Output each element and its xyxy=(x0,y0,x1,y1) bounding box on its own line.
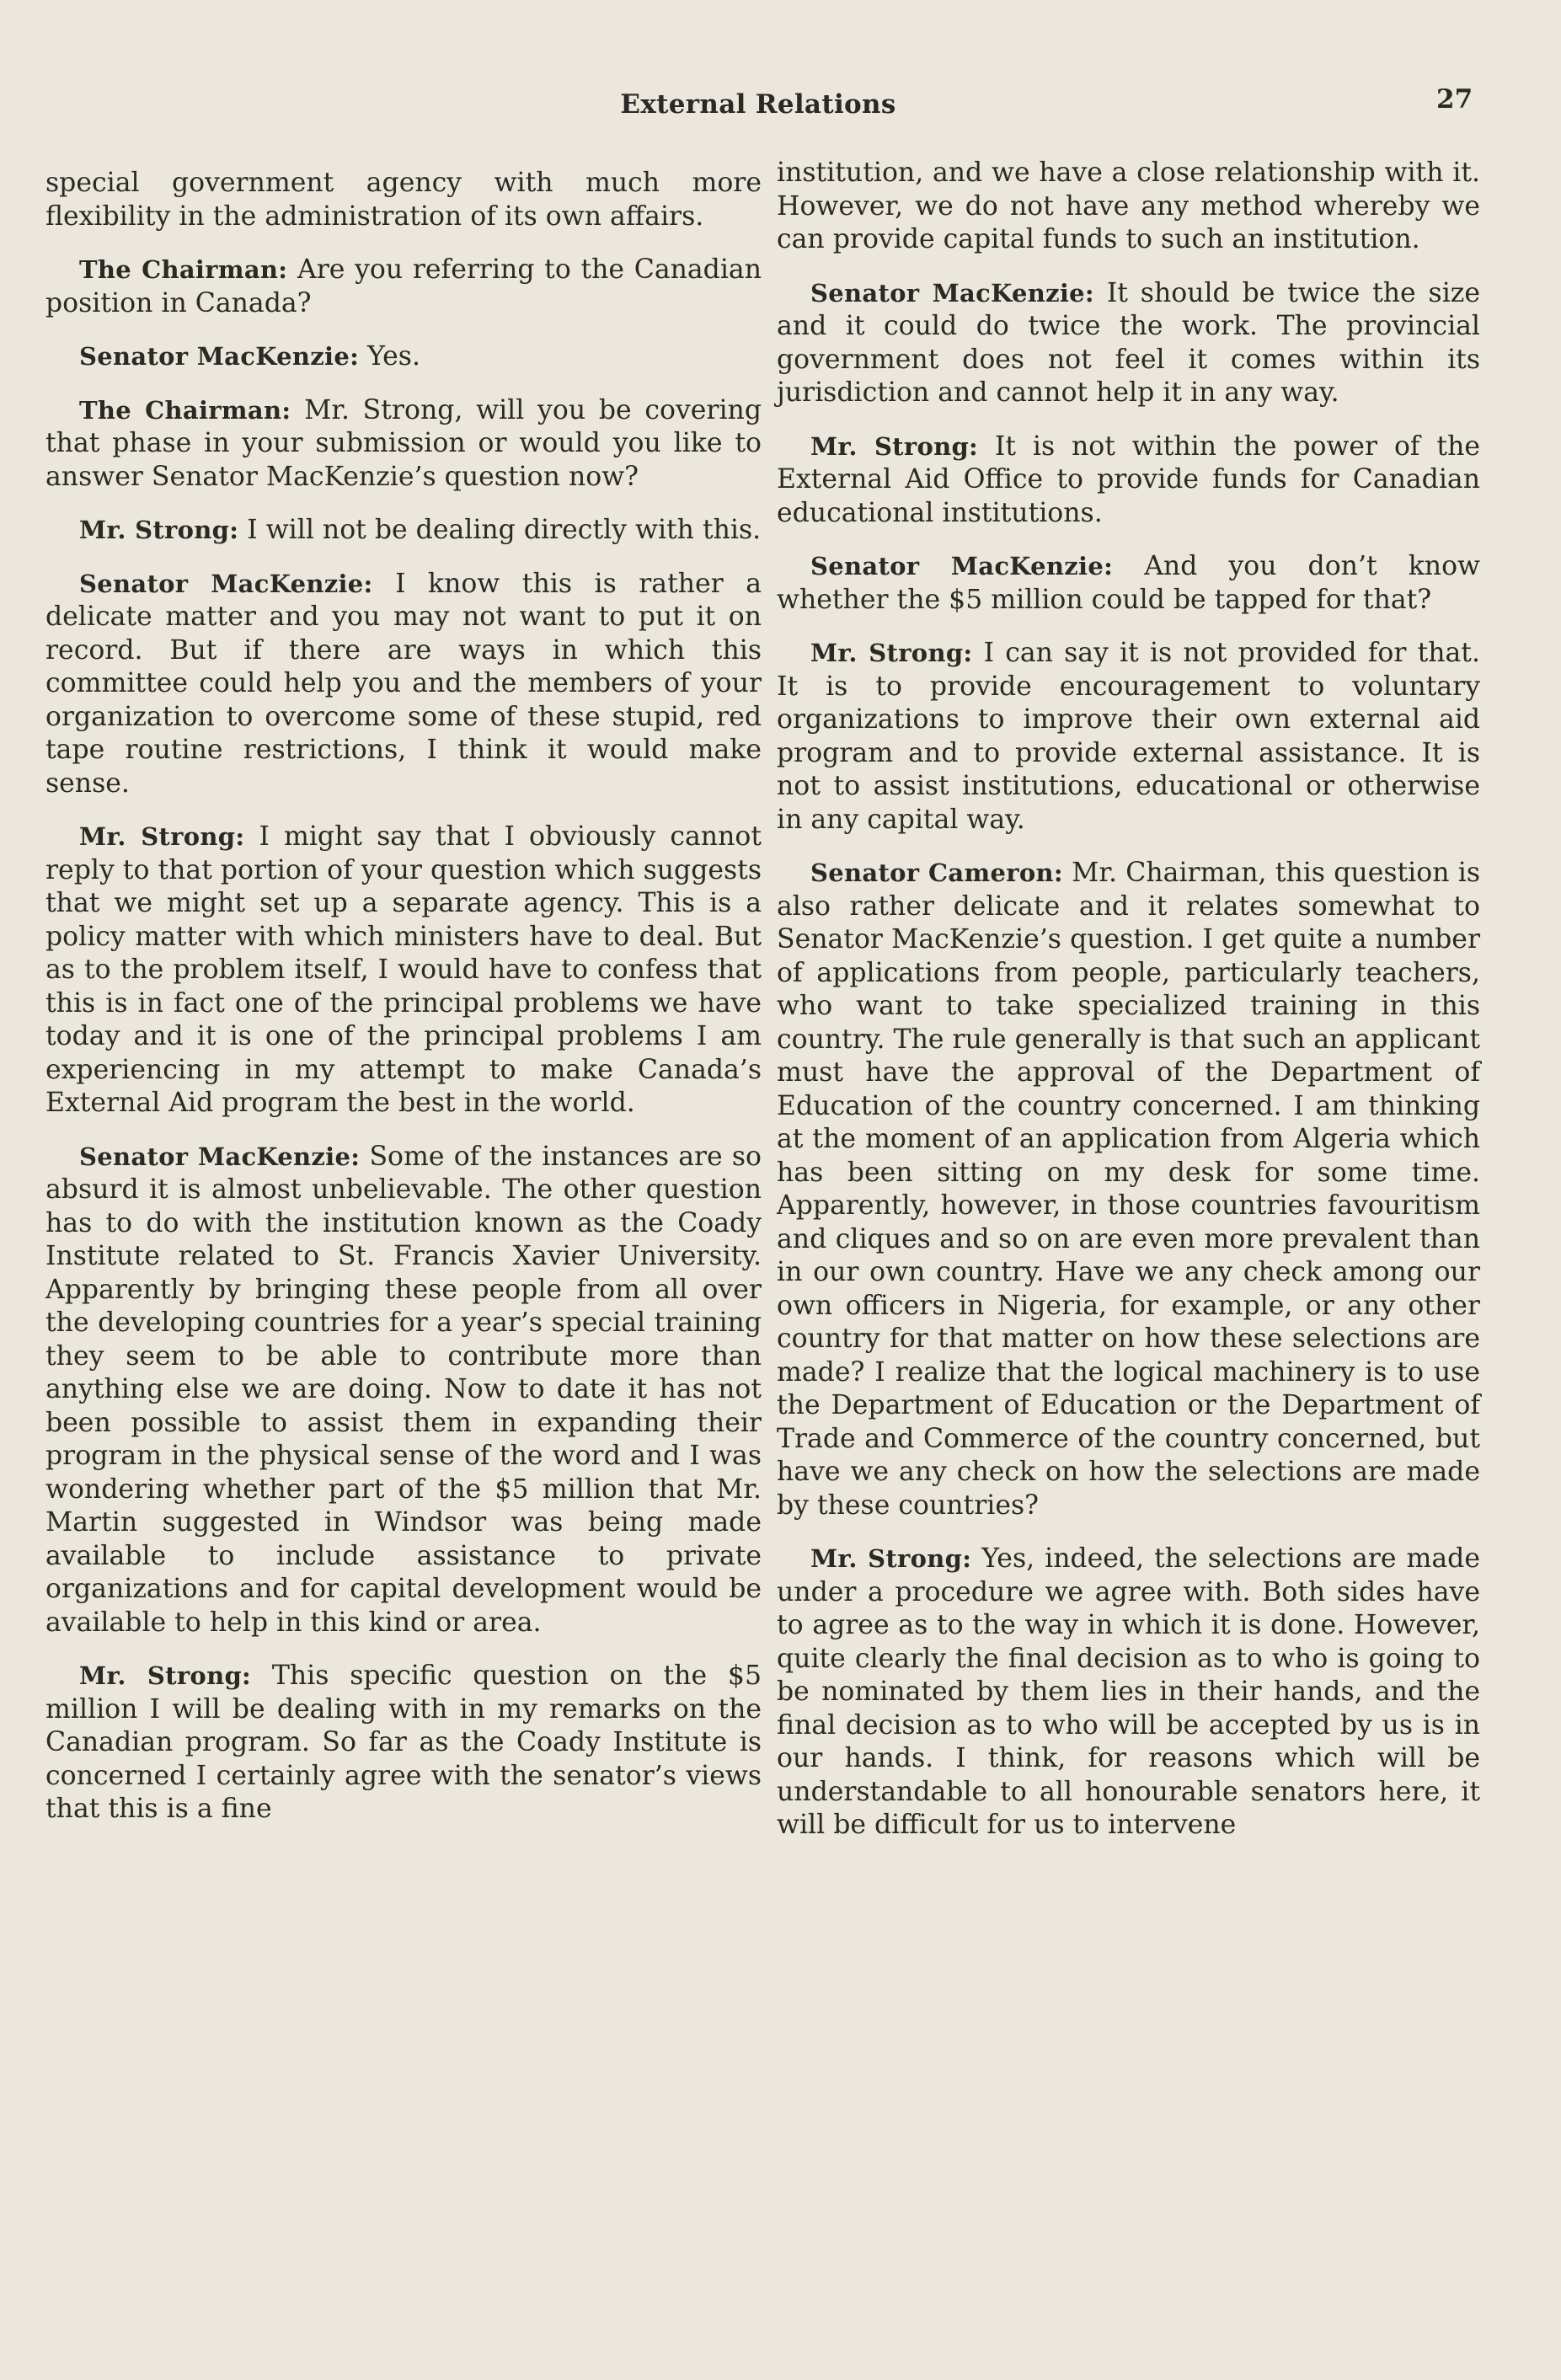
speaker-name: Senator MacKenzie: xyxy=(79,569,373,598)
paragraph xyxy=(45,394,762,495)
paragraph xyxy=(45,254,762,320)
speaker-name: Senator MacKenzie: xyxy=(810,552,1114,580)
paragraph-text: Mr. Strong, will you be covering that phase in your submission or would you like to answer Senator MacKenzie’s question now? xyxy=(45,394,762,492)
speaker-name: Mr. Strong: xyxy=(79,1661,252,1690)
paragraph-text: Yes, indeed, the selections are made under a procedure we agree with. Both sides have to agree as to the way in which it is done. However, quite clearly the final decision as to who is going to be nominated by them lies in their hands, and the final decision as to who will be accepted by us is in our hands. I think, for reasons which will be understandable to all honourable senators here, it will be difficult for us to intervene xyxy=(777,1543,1480,1840)
page-number: 27 xyxy=(1436,84,1473,115)
paragraph-text: I can say it is not provided for that. It is to provide encouragement to voluntary organizations to improve their own external aid program and to provide external assistance. It is not to assist institutions, educational or otherwise in any capital way. xyxy=(777,638,1480,835)
paragraph-text: Some of the instances are so absurd it is almost unbelievable. The other question has to do with the institution known as the Coady Institute related to St. Francis Xavier University. Apparently by bringing these people from all over the developing countries for a year’s special training they seem to be able to contribute more than anything else we are doing. Now to date it has not been possible to assist them in expanding their program in the physical sense of the word and I was wondering whether part of the $5 million that Mr. Martin suggested in Windsor was being made available to include assistance to private organizations and for capital development would be available to help in this kind or area. xyxy=(45,1141,762,1638)
paragraph xyxy=(777,157,1480,257)
paragraph xyxy=(45,568,762,801)
paragraph-text: Mr. Chairman, this question is also rather delicate and it relates somewhat to Senator MacKenzie’s question. I get quite a number of applications from people, particularly teachers, who want to take specialized training in this country. The rule generally is that such an applicant must have the approval of the Department of Education of the country concerned. I am thinking at the moment of an application from Algeria which has been sitting on my desk for some time. Apparently, however, in those countries favouritism and cliques and so on are even more prevalent than in our own country. Have we any check among our own officers in Nigeria, for example, or any other country for that matter on how these selections are made? I realize that the logical machinery is to use the Department of Education or the Department of Trade and Commerce of the country concerned, but have we any check on how the selections are made by these countries? xyxy=(777,858,1480,1521)
paragraph-text: This specific question on the $5 million I will be dealing with in my remarks on the Canadian program. So far as the Coady Institute is concerned I certainly agree with the senator’s views that this is a fine xyxy=(45,1661,762,1824)
paragraph-text: I know this is rather a delicate matter and you may not want to put it on record. But if there are ways in which this committee could help you and the members of your organization to overcome some of these stupid, red tape routine restrictions, I think it would make sense. xyxy=(45,568,762,799)
paragraph xyxy=(777,1543,1480,1842)
speaker-name: Senator Cameron: xyxy=(810,858,1063,887)
running-head: External Relations xyxy=(620,89,896,120)
paragraph-text: And you don’t know whether the $5 million could be tapped for that? xyxy=(777,551,1480,615)
speaker-name: Mr. Strong: xyxy=(810,1544,972,1573)
paragraph-text: I might say that I obviously cannot reply to that portion of your question which suggests that we might set up a separate agency. This is a policy matter with which ministers have to deal. But as to the problem itself, I would have to confess that this is in fact one of the principal problems we have today and it is one of the principal problems I am experiencing in my attempt to make Canada’s External Aid program the best in the world. xyxy=(45,821,762,1118)
paragraph-text: I will not be dealing directly with this. xyxy=(247,515,762,545)
paragraph-text: special government agency with much more flexibility in the administration of its own affairs. xyxy=(45,168,762,232)
paragraph-text: It is not within the power of the External Aid Office to provide funds for Canadian educational institutions. xyxy=(777,431,1480,528)
paragraph xyxy=(45,167,762,233)
left-column xyxy=(45,167,762,1847)
paragraph-text: Are you referring to the Canadian position in Canada? xyxy=(45,254,762,318)
speaker-name: Mr. Strong: xyxy=(810,431,979,461)
paragraph-text: Yes. xyxy=(367,341,420,372)
paragraph-text: It should be twice the size and it could do twice the work. The provincial government does not feel it comes within its jurisdiction and cannot help it in any way. xyxy=(777,277,1481,408)
speaker-name: Mr. Strong: xyxy=(79,516,239,544)
paragraph xyxy=(777,857,1480,1522)
speaker-name: Mr. Strong: xyxy=(79,822,245,851)
paragraph xyxy=(777,431,1480,531)
right-column xyxy=(777,157,1480,1863)
speaker-name: Mr. Strong: xyxy=(810,639,973,667)
paragraph xyxy=(45,1141,762,1640)
paragraph xyxy=(45,821,762,1120)
speaker-name: Senator MacKenzie: xyxy=(79,342,360,371)
paragraph xyxy=(45,514,762,548)
speaker-name: Senator MacKenzie: xyxy=(810,278,1094,308)
paragraph xyxy=(777,550,1480,617)
paragraph-text: institution, and we have a close relationship with it. However, we do not have any method whereby we can provide capital funds to such an institution. xyxy=(777,158,1480,254)
paragraph xyxy=(777,637,1480,837)
speaker-name: The Chairman: xyxy=(79,395,291,425)
paragraph xyxy=(45,1660,762,1826)
speaker-name: The Chairman: xyxy=(79,255,288,284)
paragraph xyxy=(777,277,1480,410)
speaker-name: Senator MacKenzie: xyxy=(79,1142,361,1171)
paragraph xyxy=(45,340,762,374)
